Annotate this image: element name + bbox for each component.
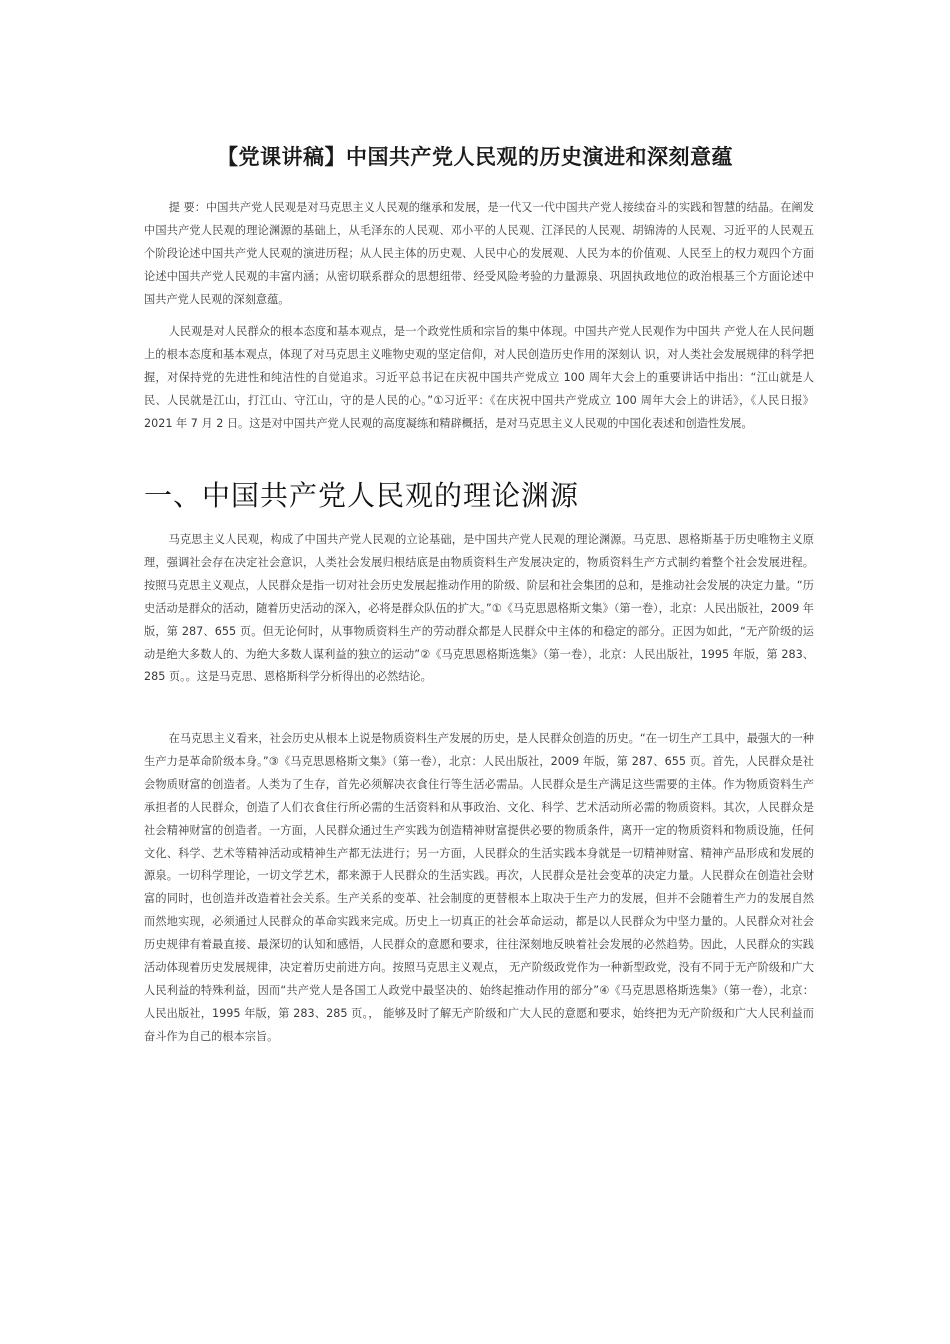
section-paragraph-2: 在马克思主义看来，社会历史从根本上说是物质资料生产发展的历史，是人民群众创造的历史。“在一切生产工具中，最强大的一种生产力是革命阶级本身。”③《马克思恩格斯文集》（第一卷），北京：人民出版社，2009 年版，第 287、655 页。首先，人民群众是社会物质财富的创造者。人类为了生存，首先必须解决衣食住行等生活必需品。人民群众是生产满足这些需要的主体。作为物质资料生产承担者的人民群众，创造了人们衣食住行所必需的生活资料和从事政治、文化、科学、艺术活动所必需的物质资料。其次，人民群众是社会精神财富的创造者。一方面，人民群众通过生产实践为创造精神财富提供必要的物质条件，离开一定的物质资料和物质设施，任何文化、科学、艺术等精神活动或精神生产都无法进行；另一方面，人民群众的生活实践本身就是一切精神财富、精神产品形成和发展的源泉。一切科学理论，一切文学艺术，都来源于人民群众的生活实践。再次，人民群众是社会变革的决定力量。人民群众在创造社会财富的同时，也创造并改造着社会关系。生产关系的变革、社会制度的更替根本上取决于生产力的发展，但并不会随着生产力的发展自然而然地实现，必须通过人民群众的革命实践来完成。历史上一切真正的社会革命运动，都是以人民群众为中坚力量的。人民群众对社会历史规律有着最直接、最深切的认知和感悟，人民群众的意愿和要求，往往深刻地反映着社会发展的必然趋势。因此，人民群众的实践活动体现着历史发展规律，决定着历史前进方向。按照马克思主义观点， 无产阶级政党作为一种新型政党，没有不同于无产阶级和广大人民利益的特殊利益，因而“共产党人是各国工人政党中最坚决的、始终起推动作用的部分”④《马克思恩格斯选集》（第一卷），北京：人民出版社，1995 年版，第 283、285 页。， 能够及时了解无产阶级和广大人民的意愿和要求，始终把为无产阶级和广大人民利益而奋斗作为自己的根本宗旨。: [144, 732, 814, 1043]
section-paragraph-1: 马克思主义人民观，构成了中国共产党人民观的立论基础，是中国共产党人民观的理论渊源。马克思、恩格斯基于历史唯物主义原理，强调社会存在决定社会意识，人类社会发展归根结底是由物质资料生产发展决定的，物质资料生产方式制约着整个社会发展进程。按照马克思主义观点，人民群众是指一切对社会历史发展起推动作用的阶级、阶层和社会集团的总和，是推动社会发展的决定力量。“历史活动是群众的活动，随着历史活动的深入，必将是群众队伍的扩大。”①《马克思恩格斯文集》（第一卷），北京：人民出版社，2009 年版，第 287、655 页。但无论何时，从事物质资料生产的劳动群众都是人民群众中主体的和稳定的部分。正因为如此，“无产阶级的运动是绝大多数人的、为绝大多数人谋利益的独立的运动”②《马克思恩格斯选集》（第一卷），北京：人民出版社，1995 年版，第 283、285 页。。这是马克思、恩格斯科学分析得出的必然结论。: [144, 533, 814, 684]
intro-paragraph: 人民观是对人民群众的根本态度和基本观点，是一个政党性质和宗旨的集中体现。中国共产党人民观作为中国共 产党人在人民问题上的根本态度和基本观点，体现了对马克思主义唯物史观的坚定信仰，对人民创造历史作用的深刻认 识，对人类社会发展规律的科学把握，对保持党的先进性和纯洁性的自觉追求。习近平总书记在庆祝中国共产党成立 100 周年大会上的重要讲话中指出：“江山就是人民、人民就是江山，打江山、守江山，守的是人民的心。”①习近平：《在庆祝中国共产党成立 100 周年大会上的讲话》，《人民日报》2021 年 7 月 2 日。这是对中国共产党人民观的高度凝练和精辟概括，是对马克思主义人民观的中国化表述和创造性发展。: [144, 325, 814, 430]
document-title: 【党课讲稿】中国共产党人民观的历史演进和深刻意蕴: [217, 145, 733, 170]
abstract-paragraph: 提 要：中国共产党人民观是对马克思主义人民观的继承和发展，是一代又一代中国共产党人接续奋斗的实践和智慧的结晶。在阐发中国共产党人民观的理论渊源的基础上，从毛泽东的人民观、邓小平的人民观、江泽民的人民观、胡锦涛的人民观、习近平的人民观五个阶段论述中国共产党人民观的演进历程；从人民主体的历史观、人民中心的发展观、人民为本的价值观、人民至上的权力观四个方面论述中国共产党人民观的丰富内涵；从密切联系群众的思想纽带、经受风险考验的力量源泉、巩固执政地位的政治根基三个方面论述中国共产党人民观的深刻意蕴。: [144, 201, 814, 306]
section-heading: 一、中国共产党人民观的理论渊源: [144, 479, 580, 512]
